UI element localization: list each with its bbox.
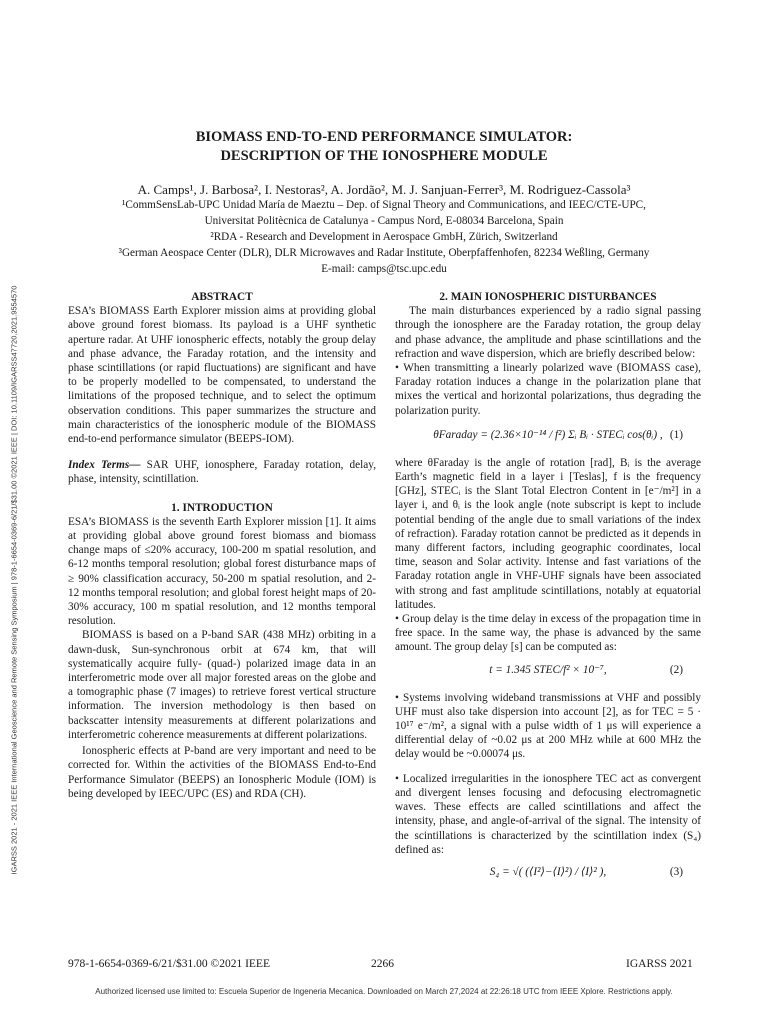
introduction-heading: 1. INTRODUCTION xyxy=(171,501,273,514)
affiliation-3: ³German Aeospace Center (DLR), DLR Microwaves and Radar Institute, Oberpfaffenhofen, 82234 Weßling, Germany xyxy=(118,247,650,259)
author-list: A. Camps¹, J. Barbosa², I. Nestoras², A. Jordão², M. J. Sanjuan-Ferrer³, M. Rodriguez-Cassola³ xyxy=(137,182,631,197)
bullet-dispersion: • Systems involving wideband transmissions at VHF and possibly UHF must also take dispersion into account [2], as for TEC = 5 · 10¹⁷ e⁻/m², a signal with a pulse width of 1 μs will experience a differential delay of ~0.02 μs at 200 MHz while at 600 MHz the delay would be ~0.00074 μs. xyxy=(395,691,701,761)
equation-3 xyxy=(395,861,701,883)
affiliation-1a: ¹CommSensLab-UPC Unidad María de Maeztu – Dep. of Signal Theory and Communications, and IEEC/CTE-UPC, xyxy=(122,199,646,211)
equation-2 xyxy=(395,659,701,681)
equation-1-expression: θFaraday = (2.36×10⁻¹⁴ / f²) Σᵢ Bᵢ · STECᵢ cos(θᵢ) , xyxy=(433,428,663,441)
doi-sidebar xyxy=(2,210,26,950)
left-column xyxy=(68,290,376,801)
abstract-heading: ABSTRACT xyxy=(191,291,253,303)
equation-1 xyxy=(395,424,701,446)
license-notice: Authorized licensed use limited to: Escuela Superior de Ingeneria Mecanica. Downloaded on March 27,2024 at 22:26:18 UTC from IEEE Xplore. Restrictions apply. xyxy=(95,987,673,996)
intro-paragraph-3: Ionospheric effects at P-band are very important and need to be corrected for. Within the activities of the BIOMASS End-to-End Performance Simulator (BEEPS) an Ionospheric Module (IOM) is being developed by IEEC/UPC (ES) and RDA (CH). xyxy=(68,745,376,800)
intro-paragraph-2: BIOMASS is based on a P-band SAR (438 MHz) orbiting in a dawn-dusk, Sun-synchronous orbit at 674 km, that will systematically acquire fully- (quad-) polarized image data in an interferometric mode over all major forested areas on the globe and a tomographic phase (7 images) to retrieve forest vertical structure information. The inversion methodology is then based on backscatter intensity measurements at different polarizations and interferometric coherence measurements at different polarizations. xyxy=(68,629,376,741)
equation-2-expression: t = 1.345 STEC/f² × 10⁻⁷, xyxy=(489,663,607,676)
index-terms-text: SAR UHF, ionosphere, Faraday rotation, delay, phase, intensity, scintillation. xyxy=(68,459,377,486)
contact-email: E-mail: camps@tsc.upc.edu xyxy=(321,263,447,275)
index-terms xyxy=(68,458,376,486)
bullet-group-delay: • Group delay is the time delay in excess of the propagation time in free space. In the same way, the phase is advanced by the same amount. The group delay [s] can be computed as: xyxy=(395,613,701,654)
index-terms-label: Index Terms— xyxy=(68,459,141,472)
bullet-faraday: • When transmitting a linearly polarized wave (BIOMASS case), Faraday rotation induces a change in the polarization plane that mixes the vertical and horizontal polarizations, thus degrading the polarization purity. xyxy=(395,362,701,417)
equation-3-number: (3) xyxy=(669,865,683,878)
intro-paragraph-1: ESA’s BIOMASS is the seventh Earth Explorer mission [1]. It aims at providing global above ground forest biomass and biomass change maps of ≤20% accuracy, 100-200 m spatial resolution, and 6-12 months temporal resolution; global forest disturbance maps of ≥ 90% classification accuracy, 50-200 m spatial resolution, and 2-12 months temporal resolution; and global forest height maps of 20-30% accuracy, 100 m spatial resolution, and 12 months temporal resolution. xyxy=(68,515,376,628)
equation-3-expression: S₄ = √( (⟨I²⟩−⟨I⟩²) / ⟨I⟩² ), xyxy=(489,865,607,878)
affiliation-2: ²RDA - Research and Development in Aerospace GmbH, Zürich, Switzerland xyxy=(210,231,558,243)
abstract-text: ESA’s BIOMASS Earth Explorer mission aims at providing global above ground forest biomass. Its payload is a UHF synthetic aperture radar. At UHF ionospheric effects, notably the group delay and phase advance, the Faraday rotation, and the intensity and phase scintillations (or rapid fluctuations) are significant and have to be properly modelled to be compensated, to understand the limitations of the proposed technique, and to select the optimum observation conditions. This paper summarizes the structure and main characteristics of the ionospheric module of the BIOMASS end-to-end performance simulator (BEEPS-IOM). xyxy=(68,305,376,446)
footer-page-number: 2266 xyxy=(371,958,394,970)
right-column xyxy=(395,290,701,883)
section2-heading: 2. MAIN IONOSPHERIC DISTURBANCES xyxy=(439,291,657,303)
bullet-scintillation: • Localized irregularities in the ionosphere TEC act as convergent and divergent lenses focusing and defocusing electromagnetic waves. These effects are called scintillations and affect the intensity, phase, and angle-of-arrival of the signal. The intensity of the scintillations is characterized by the scintillation index (S₄) defined as: xyxy=(395,772,701,856)
footer-conference: IGARSS 2021 xyxy=(626,958,693,970)
equation-1-number: (1) xyxy=(669,428,683,441)
footer-copyright: 978-1-6654-0369-6/21/$31.00 ©2021 IEEE xyxy=(68,958,270,970)
paper-title-line2: DESCRIPTION OF THE IONOSPHERE MODULE xyxy=(220,148,548,164)
doi-sidebar-text: IGARSS 2021 - 2021 IEEE International Geoscience and Remote Sensing Symposium | 978-1-6654-0369-6/21/$31.00 ©2021 IEEE | DOI: 10.1109/IGARSS47720.2021.9554570 xyxy=(9,285,19,875)
affiliation-1b: Universitat Politècnica de Catalunya - Campus Nord, E-08034 Barcelona, Spain xyxy=(204,215,564,227)
equation-2-number: (2) xyxy=(669,663,683,676)
paper-title-line1: BIOMASS END-TO-END PERFORMANCE SIMULATOR: xyxy=(195,129,573,145)
section2-intro: The main disturbances experienced by a radio signal passing through the ionosphere are the Faraday rotation, the group delay and phase advance, the amplitude and phase scintillations and the refraction and wave dispersion, which are briefly described below: xyxy=(395,305,701,360)
faraday-explanation: where θFaraday is the angle of rotation [rad], Bᵢ is the average Earth’s magnetic field in a layer i [Teslas], f is the frequency [GHz], STECᵢ is the Slant Total Electron Content in [e⁻/m²] in a layer i, and θᵢ is the look angle (note subscript is kept to include potential bending of the angle due to small variations of the index of refraction). Faraday rotation cannot be predicted as it depends in many different factors, including geographic coordinates, local time, season and Solar activity. Intense and fast variations of the Faraday rotation angle in VHF-UHF signals have been associated with strong and fast amplitude scintillations, notably at equatorial latitudes. xyxy=(395,456,701,611)
